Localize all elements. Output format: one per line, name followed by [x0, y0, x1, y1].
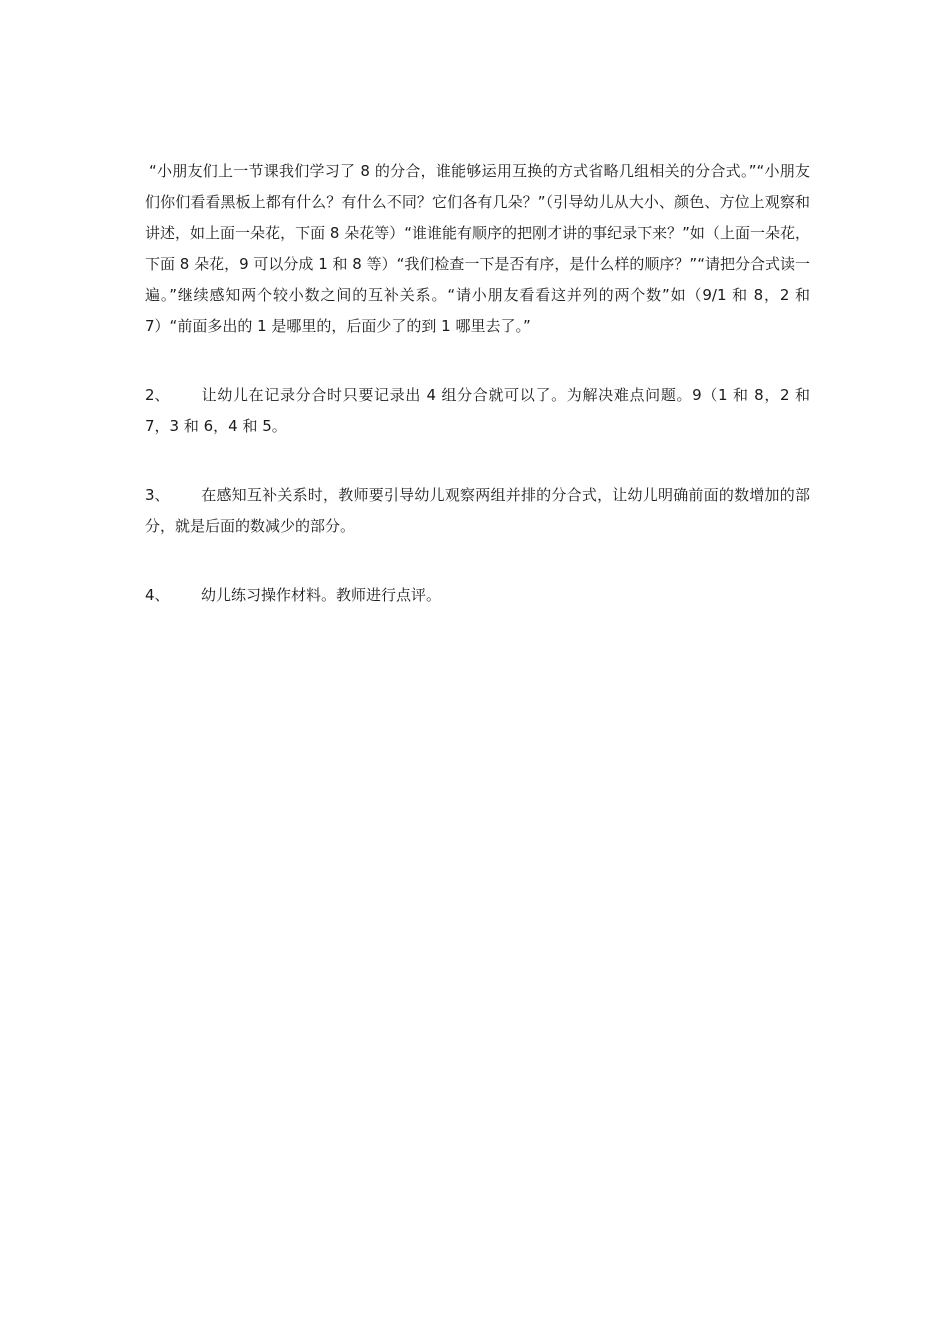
list-item-text: 幼儿练习操作材料。教师进行点评。 — [201, 586, 442, 604]
list-item-number: 2、 — [145, 386, 170, 404]
list-item-number: 3、 — [145, 486, 170, 504]
list-item-3 — [145, 480, 810, 542]
list-item-4 — [145, 580, 810, 611]
list-item-text: 在感知互补关系时，教师要引导幼儿观察两组并排的分合式，让幼儿明确前面的数增加的部分，就是后面的数减少的部分。 — [145, 486, 810, 535]
list-item-2 — [145, 380, 810, 442]
intro-paragraph: “小朋友们上一节课我们学习了 8 的分合，谁能够运用互换的方式省略几组相关的分合式。”“小朋友们你们看看黑板上都有什么？有什么不同？它们各有几朵？”（引导幼儿从大小、颜色、方位上观察和讲述，如上面一朵花，下面 8 朵花等）“谁谁能有顺序的把刚才讲的事纪录下来？”如（上面一朵花，下面 8 朵花，9 可以分成 1 和 8 等）“我们检查一下是否有序，是什么样的顺序？”“请把分合式读一遍。”继续感知两个较小数之间的互补关系。“请小朋友看看这并列的两个数”如（9/1 和 8，2 和 7）“前面多出的 1 是哪里的，后面少了的到 1 哪里去了。” — [145, 162, 810, 335]
document-body — [145, 156, 810, 611]
list-item-number: 4、 — [145, 586, 170, 604]
list-item-text: 让幼儿在记录分合时只要记录出 4 组分合就可以了。为解决难点问题。9（1 和 8，2 和 7，3 和 6，4 和 5。 — [145, 386, 810, 435]
